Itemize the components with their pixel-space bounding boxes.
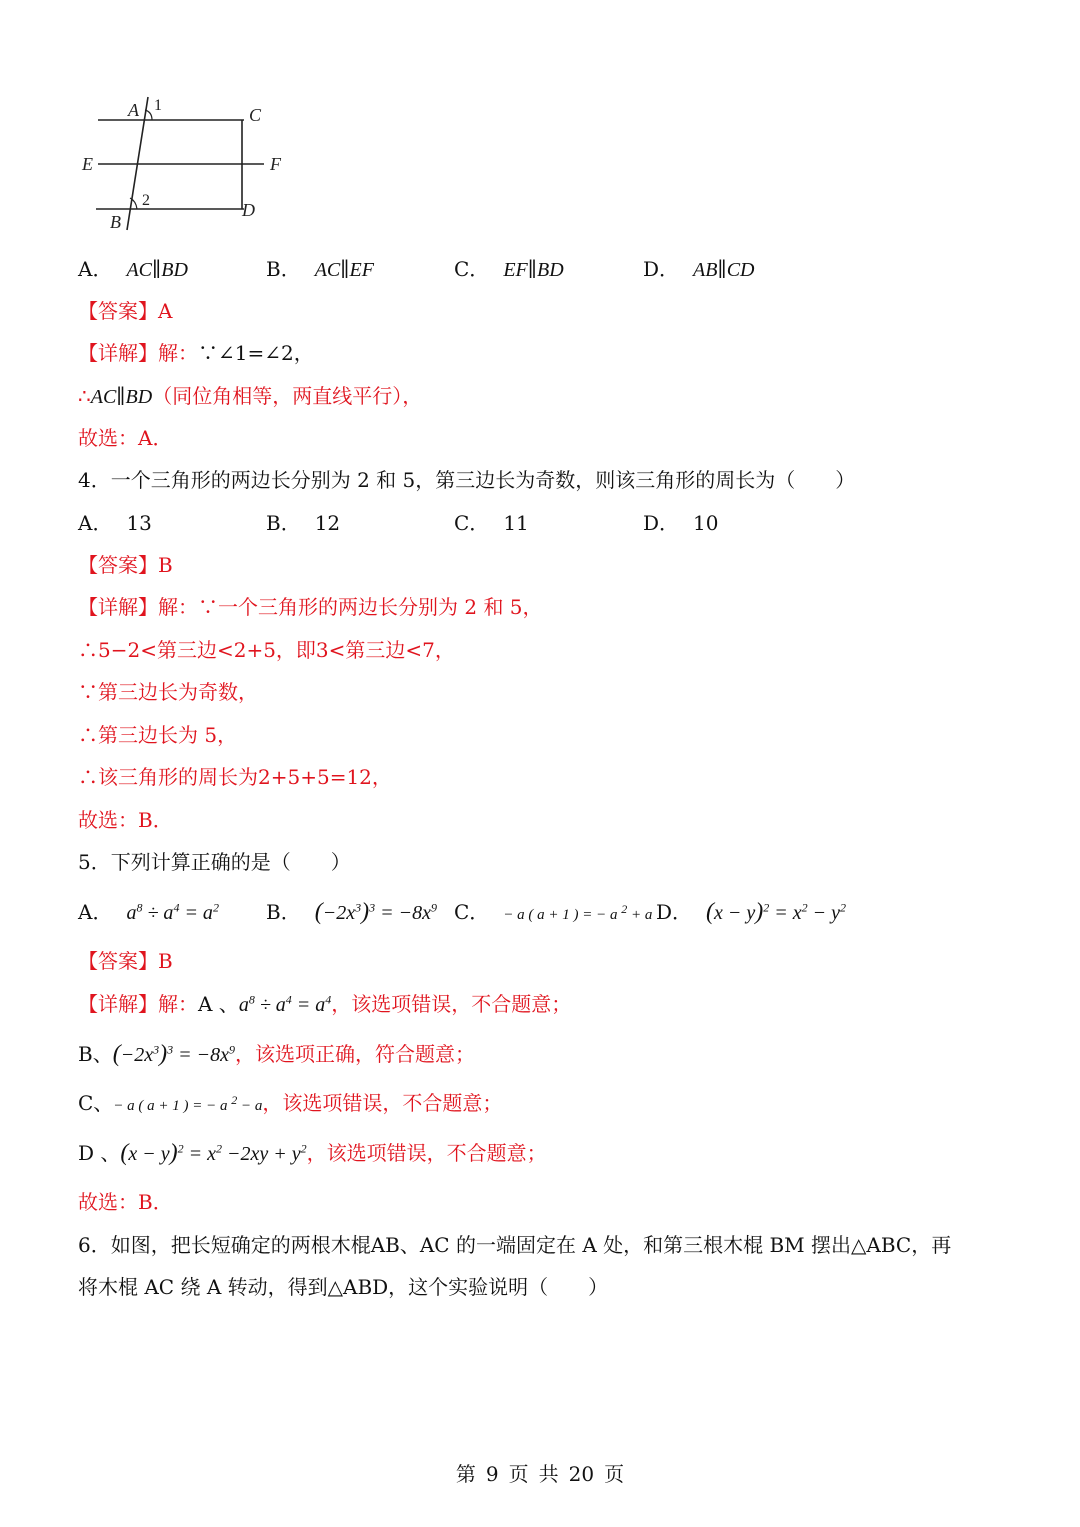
q5-option-a: A． $a^8 \div a^4 = a^2$	[78, 900, 219, 924]
q4-option-b: B． 12	[266, 511, 341, 535]
q4-option-d: D． 10	[643, 511, 719, 535]
q4-detail-line-4: ∴第三边长为 5，	[78, 723, 238, 747]
q4-option-c: C． 11	[454, 511, 529, 535]
q5-option-d-formula: $(x - y)^2 = x^2 - y^2$	[706, 899, 847, 925]
q5-choose: 故选：B．	[78, 1190, 173, 1214]
q5-option-b: B． $(-2x^3)^3 = -8x^9$	[266, 899, 437, 925]
q4-choose: 故选：B．	[78, 808, 173, 832]
q6-stem-line-1: 6．如图，把长短确定的两根木棍AB、AC 的一端固定在 A 处，和第三根木棍 BM 摆出△ABC，再	[78, 1233, 952, 1257]
q3-detail-line-2: ∴AC∥BD（同位角相等，两直线平行），	[78, 384, 423, 408]
q3-option-b: B． AC∥EF	[266, 257, 374, 281]
q5-detail-line-a: 【详解】解：A 、$a^8 \div a^4 = a^4$，该选项错误，不合题意；	[78, 992, 572, 1016]
total-pages: 20	[568, 1462, 595, 1486]
q3-option-c: C． EF∥BD	[454, 257, 564, 281]
label-d: D	[242, 200, 255, 220]
q5-detail-b-formula: $(-2x^3)^3 = -8x^9$	[112, 1041, 235, 1067]
q4-answer: 【答案】B	[78, 553, 173, 577]
label-a: A	[128, 100, 139, 120]
q5-detail-line-d: D 、$(x - y)^2 = x^2 -2xy + y^2$，该选项错误，不合题意；	[78, 1140, 547, 1166]
q5-detail-c-formula: − a ( a + 1 ) = − a $^2$ − a	[113, 1093, 263, 1114]
label-c: C	[249, 105, 262, 125]
label-f: F	[270, 154, 281, 174]
page-number: 9	[485, 1462, 499, 1486]
q3-choose: 故选：A．	[78, 426, 173, 450]
q5-detail-d-formula: $(x - y)^2 = x^2 -2xy + y^2$	[120, 1140, 307, 1166]
label-2: 2	[142, 192, 150, 209]
q5-option-a-formula: $a^8 \div a^4 = a^2$	[126, 900, 219, 924]
q5-stem: 5．下列计算正确的是（ ）	[78, 850, 351, 874]
q5-option-d: D． $(x - y)^2 = x^2 - y^2$	[656, 899, 847, 925]
q5-detail-line-b: B、$(-2x^3)^3 = -8x^9$，该选项正确，符合题意；	[78, 1041, 475, 1067]
q4-option-a: A． 13	[78, 511, 152, 535]
page-footer: 第 9 页 共 20 页	[455, 1462, 625, 1486]
q5-option-b-formula: $(-2x^3)^3 = -8x^9$	[314, 899, 437, 925]
q4-detail-line-2: ∴5−2<第三边<2+5，即3<第三边<7，	[78, 638, 455, 662]
q5-answer: 【答案】B	[78, 949, 173, 973]
q4-stem: 4．一个三角形的两边长分别为 2 和 5，第三边长为奇数，则该三角形的周长为（ ）	[78, 468, 856, 492]
q3-option-a: A． AC∥BD	[78, 257, 188, 281]
q5-detail-a-formula: $a^8 \div a^4 = a^4$	[238, 992, 332, 1016]
q3-option-d: D． AB∥CD	[643, 257, 755, 281]
q5-option-c-formula: − a ( a + 1 ) = − a $^2$ + a	[503, 902, 653, 923]
q6-stem-line-2: 将木棍 AC 绕 A 转动，得到△ABD，这个实验说明（ ）	[78, 1275, 609, 1299]
q5-option-c: C． − a ( a + 1 ) = − a $^2$ + a	[454, 900, 653, 924]
parallel-lines-figure	[78, 92, 298, 237]
q4-detail-line-5: ∴该三角形的周长为2+5+5=12，	[78, 765, 392, 789]
q5-detail-line-c: C、− a ( a + 1 ) = − a $^2$ − a，该选项错误，不合题意；	[78, 1091, 503, 1115]
q3-answer: 【答案】A	[78, 299, 173, 323]
q3-detail-line-1: 【详解】解：∵∠1=∠2，	[78, 341, 314, 365]
label-b: B	[110, 212, 121, 232]
q4-detail-line-1: 【详解】解：∵一个三角形的两边长分别为 2 和 5，	[78, 595, 543, 619]
label-1: 1	[154, 97, 162, 114]
label-e: E	[82, 154, 93, 174]
q4-detail-line-3: ∵第三边长为奇数，	[78, 680, 258, 704]
